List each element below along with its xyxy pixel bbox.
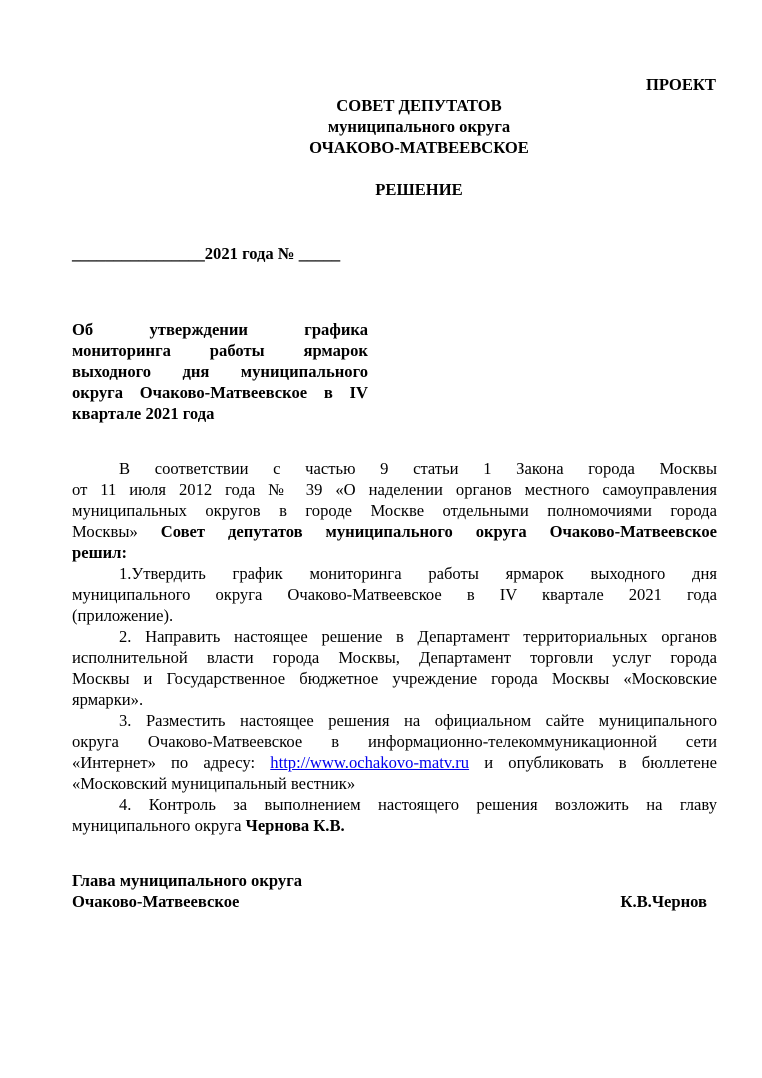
council-phrase: Совет депутатов муниципального округа Очаково-Матвеевское [160,522,718,541]
preamble-line: муниципальных округов в городе Москве отдельными полномочиями города [72,501,717,520]
item-line: «Московский муниципальный вестник» [72,774,356,793]
item-text: муниципального округа [72,816,242,835]
resolved-label: решил: [72,543,127,562]
signatory-district: Очаково-Матвеевское [72,892,240,911]
item-line: Москвы и Государственное бюджетное учреждение города Москвы «Московские [72,669,717,688]
year-label: 2021 года № [204,244,299,263]
signatory-title: Глава муниципального округа [72,871,303,890]
subject-line: округа Очаково-Матвеевское в IV [72,383,368,402]
document-type: РЕШЕНИЕ [375,180,463,199]
preamble-line [72,521,717,542]
date-number-line [72,243,340,264]
item-line: (приложение). [72,606,174,625]
item-line: ярмарки». [72,690,144,709]
preamble-line: от 11 июля 2012 года № 39 «О наделении органов местного самоуправления [72,480,717,499]
item-line: 2. Направить настоящее решение в Департамент территориальных органов [119,627,717,646]
subject-line: выходного дня муниципального [72,362,368,381]
district-subtitle: муниципального округа [327,117,511,136]
website-link[interactable]: http://www.ochakovo-matv.ru [270,753,470,772]
draft-mark: ПРОЕКТ [645,75,716,94]
item-line: округа Очаково-Матвеевское в информационно-телекоммуникационной сети [72,732,717,751]
signatory-name: К.В.Чернов [620,892,707,911]
council-title: СОВЕТ ДЕПУТАТОВ [336,96,502,115]
responsible-person: Чернова К.В. [245,816,345,835]
item-text: и опубликовать в бюллетене [484,753,717,772]
item-line: 1.Утвердить график мониторинга работы ярмарок выходного дня [119,564,717,583]
subject-line: мониторинга работы ярмарок [72,341,368,360]
item-line [72,815,345,836]
subject-line: квартале 2021 года [72,404,215,423]
subject-line: Об утверждении графика [72,320,368,339]
item-text: «Интернет» по адресу: [72,753,256,772]
item-line: исполнительной власти города Москвы, Департамент торговли услуг города [72,648,717,667]
preamble-text: Москвы» [72,522,138,541]
number-blank: _____ [298,244,341,263]
preamble-line: В соответствии с частью 9 статьи 1 Закона города Москвы [119,459,717,478]
date-blank: ________________ [72,244,205,263]
item-line [72,752,717,773]
district-name: ОЧАКОВО-МАТВЕЕВСКОЕ [309,138,529,157]
item-line: муниципального округа Очаково-Матвеевское в IV квартале 2021 года [72,585,717,604]
item-line: 4. Контроль за выполнением настоящего решения возложить на главу [119,795,717,814]
item-line: 3. Разместить настоящее решения на официальном сайте муниципального [119,711,717,730]
